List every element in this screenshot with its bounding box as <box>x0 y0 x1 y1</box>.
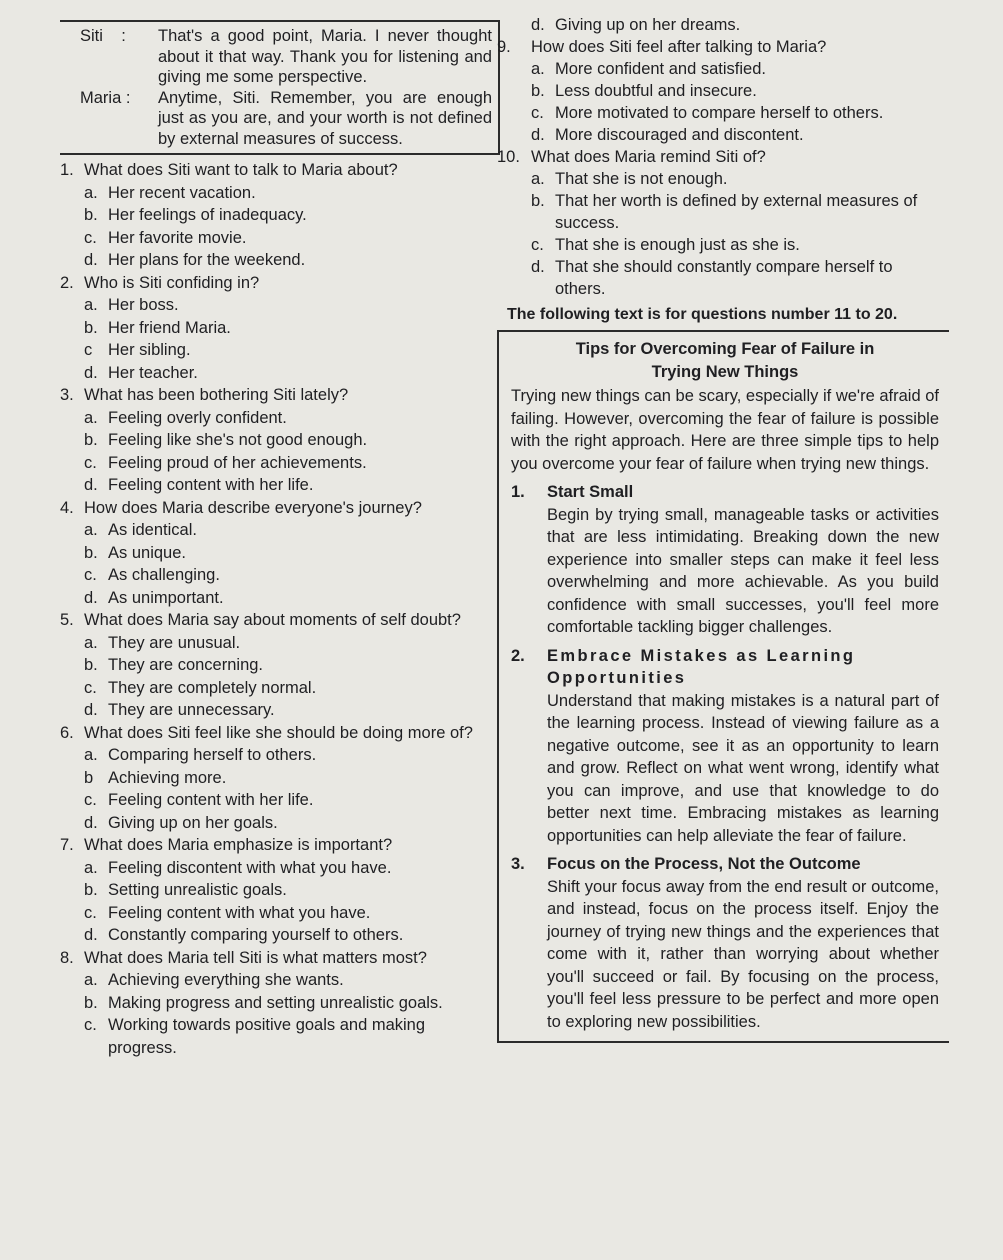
option-letter: c. <box>531 104 544 122</box>
option-text: Achieving everything she wants. <box>108 971 344 989</box>
answer-option <box>60 182 485 205</box>
question-number: 3. <box>60 386 74 404</box>
option-text: They are concerning. <box>108 656 264 674</box>
option-text: That she is enough just as she is. <box>555 236 800 254</box>
utterance: Anytime, Siti. Remember, you are enough just as you are, and your worth is not defined by external measures of success. <box>158 88 492 148</box>
question-item <box>497 36 937 146</box>
question-item <box>60 609 485 722</box>
option-letter: b. <box>531 82 545 100</box>
option-text: As unique. <box>108 543 186 562</box>
tip-number: 3. <box>511 855 525 873</box>
answer-option <box>497 234 937 256</box>
answer-option <box>497 80 937 102</box>
reading-subtitle: Trying New Things <box>651 362 799 381</box>
option-letter: c. <box>84 678 97 697</box>
question-number: 5. <box>60 611 74 629</box>
answer-option <box>60 857 485 880</box>
option-text: As challenging. <box>108 566 220 584</box>
option-letter: c. <box>84 228 97 247</box>
question-item <box>60 159 485 272</box>
question-stem <box>497 36 937 58</box>
answer-option <box>60 249 485 272</box>
answer-option <box>60 812 485 835</box>
option-letter: c. <box>84 566 97 584</box>
option-letter: d. <box>84 926 98 944</box>
option-letter: d. <box>84 476 98 494</box>
answer-option <box>60 1014 485 1059</box>
answer-option <box>60 632 485 655</box>
question-text: What has been bothering Siti lately? <box>84 386 349 404</box>
option-text: They are completely normal. <box>108 678 317 697</box>
answer-option <box>60 924 485 947</box>
answer-option <box>60 362 485 385</box>
option-letter: d. <box>84 588 98 607</box>
answer-option <box>60 789 485 812</box>
option-letter: a. <box>84 183 98 202</box>
option-letter: b. <box>84 431 98 449</box>
question-stem <box>60 272 485 295</box>
question-text: What does Maria tell Siti is what matters most? <box>84 948 427 967</box>
option-text: Feeling content with what you have. <box>108 903 371 922</box>
utterance: That's a good point, Maria. I never thought about it that way. Thank you for listening and giving me some perspective. <box>158 27 492 86</box>
speaker-name: Maria : <box>80 88 131 107</box>
option-letter: b. <box>531 192 545 210</box>
question-item <box>60 272 485 385</box>
option-text: Feeling proud of her achievements. <box>108 453 367 472</box>
option-text: That she should constantly compare herself to others. <box>555 258 893 298</box>
question-item <box>497 14 937 36</box>
option-text: They are unusual. <box>108 633 241 652</box>
option-letter: d. <box>531 16 545 34</box>
option-text: Feeling discontent with what you have. <box>108 858 392 877</box>
tip-number: 1. <box>511 483 525 501</box>
answer-option <box>60 767 485 790</box>
option-text: Setting unrealistic goals. <box>108 881 287 899</box>
answer-option <box>60 474 485 497</box>
option-letter: d. <box>84 251 98 269</box>
option-letter: c. <box>84 1016 97 1034</box>
section-instruction: The following text is for questions number 11 to 20. <box>507 306 898 323</box>
tip-number: 2. <box>511 646 525 665</box>
option-text: As identical. <box>108 521 197 539</box>
question-text: How does Maria describe everyone's journey? <box>84 498 422 517</box>
option-letter: a. <box>84 521 98 539</box>
option-letter: a. <box>84 408 98 427</box>
question-number: 8. <box>60 948 74 967</box>
answer-option <box>60 519 485 542</box>
option-letter: b. <box>84 206 98 224</box>
option-text: Her friend Maria. <box>108 318 231 337</box>
answer-option <box>60 429 485 452</box>
dialogue-line <box>80 26 492 88</box>
option-letter: c. <box>531 236 544 254</box>
answer-option <box>60 542 485 565</box>
answer-option <box>60 699 485 722</box>
option-letter: b. <box>84 318 98 337</box>
tip-body: Begin by trying small, manageable tasks or activities that are less intimidating. Breaking down the new experience into smaller steps can make it feel less overwhelming and more achievable. As you build confidence with small successes, you'll feel more comfortable tackling bigger challenges. <box>547 505 939 636</box>
question-stem <box>60 834 485 857</box>
answer-option <box>497 102 937 124</box>
option-letter: a. <box>531 60 545 78</box>
right-column <box>497 14 937 1043</box>
answer-option <box>60 227 485 250</box>
option-letter: b. <box>84 656 98 674</box>
question-stem <box>60 384 485 407</box>
option-text: Her favorite movie. <box>108 228 247 247</box>
option-text: Constantly comparing yourself to others. <box>108 926 404 944</box>
question-number: 10. <box>497 148 520 166</box>
option-text: More discouraged and discontent. <box>555 126 804 144</box>
question-list-left <box>60 159 485 1059</box>
question-number: 2. <box>60 273 74 292</box>
answer-option <box>60 744 485 767</box>
question-text: What does Maria remind Siti of? <box>531 148 766 166</box>
option-text: Working towards positive goals and making progress. <box>108 1016 426 1057</box>
question-item <box>497 146 937 300</box>
question-number: 9. <box>497 38 511 56</box>
answer-option <box>497 190 937 234</box>
option-text: Feeling content with her life. <box>108 476 314 494</box>
answer-option <box>60 902 485 925</box>
answer-option <box>60 587 485 610</box>
answer-option <box>60 294 485 317</box>
option-letter: d. <box>531 258 545 276</box>
option-letter: c. <box>84 453 97 472</box>
question-stem <box>60 722 485 745</box>
answer-option <box>497 168 937 190</box>
answer-option <box>60 654 485 677</box>
speaker-name: Siti : <box>80 27 126 45</box>
answer-option <box>60 204 485 227</box>
option-letter: a. <box>84 633 98 652</box>
question-stem <box>60 497 485 520</box>
option-text: Feeling like she's not good enough. <box>108 431 368 449</box>
tip-heading: Embrace Mistakes as Learning Opportunities <box>547 646 856 687</box>
question-number: 1. <box>60 161 74 179</box>
option-text: Giving up on her dreams. <box>555 16 741 34</box>
option-text: That she is not enough. <box>555 170 728 188</box>
question-item <box>60 834 485 947</box>
answer-option <box>60 407 485 430</box>
question-text: Who is Siti confiding in? <box>84 273 260 292</box>
option-text: Feeling content with her life. <box>108 791 314 809</box>
option-text: Her teacher. <box>108 363 198 382</box>
question-list-right <box>497 14 937 300</box>
option-text: They are unnecessary. <box>108 701 275 719</box>
reading-intro: Trying new things can be scary, especially if we're afraid of failing. However, overcoming the fear of failure is possible with the right approach. Here are three simple tips to help you overcome your fear of failure when trying new things. <box>511 387 939 473</box>
option-text: Her feelings of inadequacy. <box>108 206 307 224</box>
option-text: Achieving more. <box>108 768 227 787</box>
answer-option <box>60 452 485 475</box>
question-item <box>60 497 485 610</box>
option-text: Her plans for the weekend. <box>108 251 306 269</box>
dialogue-box <box>60 20 500 155</box>
answer-option <box>497 58 937 80</box>
question-number: 7. <box>60 836 74 854</box>
option-text: Comparing herself to others. <box>108 746 317 764</box>
option-letter: a. <box>84 746 98 764</box>
option-letter: d. <box>531 126 545 144</box>
question-text: What does Maria say about moments of self doubt? <box>84 611 461 629</box>
option-letter: b. <box>84 543 98 562</box>
question-text: What does Siti feel like she should be doing more of? <box>84 723 473 742</box>
dialogue-line <box>80 88 492 150</box>
option-letter: a. <box>531 170 545 188</box>
answer-option <box>497 124 937 146</box>
option-letter: d. <box>84 363 98 382</box>
option-letter: b. <box>84 993 98 1012</box>
option-text: That her worth is defined by external measures of success. <box>555 192 918 232</box>
question-number: 4. <box>60 498 74 517</box>
answer-option <box>60 879 485 902</box>
question-stem <box>60 159 485 182</box>
answer-option <box>60 992 485 1015</box>
question-item <box>60 947 485 1060</box>
tip-heading: Focus on the Process, Not the Outcome <box>547 855 861 873</box>
option-text: As unimportant. <box>108 588 224 607</box>
option-text: Her sibling. <box>108 341 191 359</box>
option-letter: a. <box>84 858 98 877</box>
answer-option <box>60 317 485 340</box>
tip-body: Understand that making mistakes is a natural part of the learning process. Instead of viewing failure as a negative outcome, see it as an opportunity to learn and grow. Reflect on what went wrong, identify what you can improve, and use that knowledge to do better next time. Embracing mistakes as learning opportunities can help alleviate the fear of failure. <box>547 691 939 845</box>
answer-option <box>497 14 937 36</box>
option-text: More confident and satisfied. <box>555 60 766 78</box>
question-text: What does Maria emphasize is important? <box>84 836 393 854</box>
option-text: Feeling overly confident. <box>108 408 287 427</box>
question-text: What does Siti want to talk to Maria about? <box>84 161 398 179</box>
option-letter: c. <box>84 903 97 922</box>
option-letter: b. <box>84 881 98 899</box>
option-letter: c <box>84 341 93 359</box>
tip-item <box>511 481 939 639</box>
reading-title: Tips for Overcoming Fear of Failure in <box>575 340 875 358</box>
answer-option <box>60 339 485 362</box>
option-letter: a. <box>84 971 98 989</box>
question-text: How does Siti feel after talking to Maria? <box>531 38 827 56</box>
tip-body: Shift your focus away from the end result or outcome, and instead, focus on the process itself. Enjoy the journey of trying new things and the experiences that come with it, rather than worrying about whether you'll succeed or fail. By focusing on the process, you'll feel less pressure to be perfect and more open to exploring new possibilities. <box>547 877 939 1031</box>
tip-item <box>511 645 939 848</box>
answer-option <box>60 677 485 700</box>
question-stem <box>60 947 485 970</box>
option-text: Giving up on her goals. <box>108 813 278 832</box>
option-letter: a. <box>84 296 98 314</box>
option-letter: b <box>84 768 94 787</box>
option-text: Her recent vacation. <box>108 183 256 202</box>
tip-item <box>511 853 939 1033</box>
option-letter: c. <box>84 791 97 809</box>
reading-text-box <box>497 330 949 1043</box>
answer-option <box>60 969 485 992</box>
option-text: More motivated to compare herself to others. <box>555 104 884 122</box>
option-text: Making progress and setting unrealistic goals. <box>108 993 443 1012</box>
question-number: 6. <box>60 723 74 742</box>
answer-option <box>60 564 485 587</box>
question-stem <box>60 609 485 632</box>
left-column <box>60 20 492 1059</box>
option-letter: d. <box>84 701 98 719</box>
question-stem <box>497 146 937 168</box>
question-item <box>60 384 485 497</box>
answer-option <box>497 256 937 300</box>
question-item <box>60 722 485 835</box>
option-letter: d. <box>84 813 98 832</box>
tip-heading: Start Small <box>547 483 634 501</box>
option-text: Her boss. <box>108 296 179 314</box>
option-text: Less doubtful and insecure. <box>555 82 757 100</box>
